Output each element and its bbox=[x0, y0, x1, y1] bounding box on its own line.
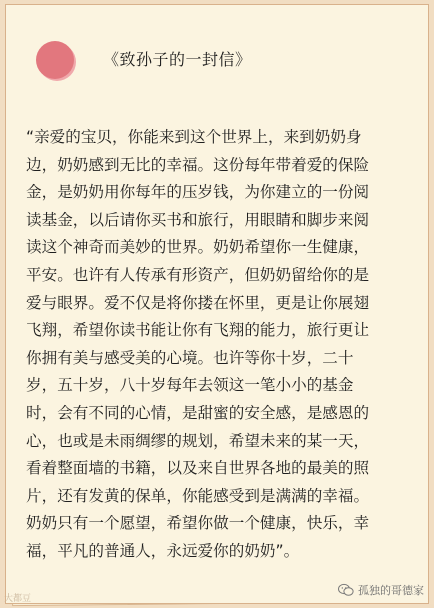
letter-line: 飞翔，希望你读书能让你有飞翔的能力，旅行更让 bbox=[26, 321, 370, 340]
letter-line: 你拥有美与感受美的心境。也许等你十岁，二十 bbox=[26, 348, 354, 367]
letter-line: 心，也或是未雨绸缪的规划，希望未来的某一天， bbox=[26, 431, 370, 450]
letter-line: 读这个神奇而美妙的世界。奶奶希望你一生健康， bbox=[26, 238, 370, 257]
letter-line: 岁，五十岁，八十岁每年去领这一笔小小的基金 bbox=[26, 376, 354, 395]
watermark-right bbox=[338, 582, 424, 598]
wechat-icon bbox=[338, 583, 354, 597]
watermark-left: 大都豆 bbox=[4, 594, 32, 604]
letter-line: 爱与眼界。爱不仅是将你搂在怀里，更是让你展翅 bbox=[26, 293, 370, 312]
letter-line: 边，奶奶感到无比的幸福。这份每年带着爱的保险 bbox=[26, 155, 370, 174]
letter-line: 福，平凡的普通人，永远爱你的奶奶”。 bbox=[26, 541, 300, 560]
letter-line: 时，会有不同的心情，是甜蜜的安全感，是感恩的 bbox=[26, 403, 370, 422]
letter-line: 平安。也许有人传承有形资产，但奶奶留给你的是 bbox=[26, 265, 370, 284]
letter-card bbox=[5, 4, 429, 604]
letter-body bbox=[26, 124, 418, 566]
letter-line: 看着整面墙的书籍，以及来自世界各地的最美的照 bbox=[26, 459, 370, 478]
watermark-account-name: 孤独的哥德家 bbox=[358, 584, 424, 597]
letter-title: 《致孙子的一封信》 bbox=[103, 50, 252, 69]
letter-line: 片，还有发黄的保单，你能感受到是满满的幸福。 bbox=[26, 486, 370, 505]
letter-line: 读基金，以后请你买书和旅行，用眼睛和脚步来阅 bbox=[26, 210, 370, 229]
letter-line: 金，是奶奶用你每年的压岁钱，为你建立的一份阅 bbox=[26, 183, 370, 202]
letter-line: 奶奶只有一个愿望，希望你做一个健康，快乐，幸 bbox=[26, 514, 370, 533]
letter-line: “亲爱的宝贝，你能来到这个世界上，来到奶奶身 bbox=[26, 128, 362, 146]
red-seal-icon bbox=[36, 41, 74, 79]
